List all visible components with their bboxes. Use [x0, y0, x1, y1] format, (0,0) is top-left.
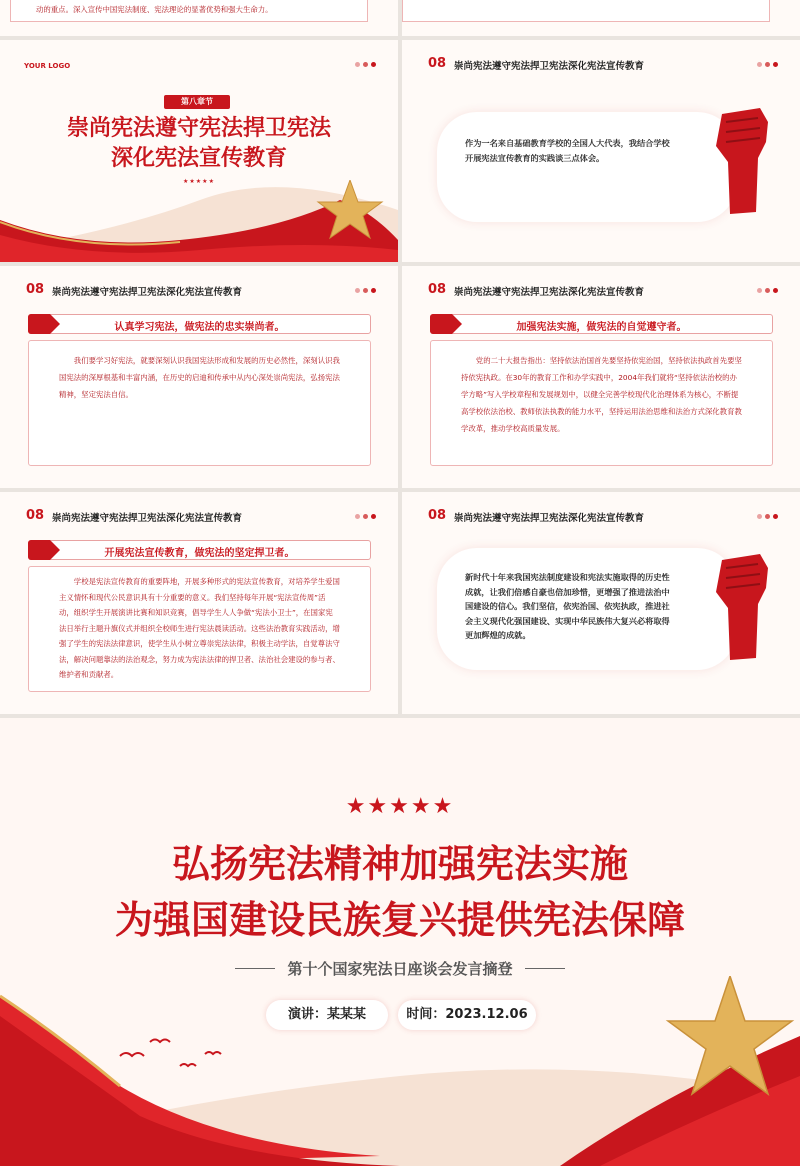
point-body-box	[28, 566, 371, 692]
slide-quote-2[interactable]	[402, 492, 800, 714]
fist-icon	[708, 102, 778, 222]
section-title: 崇尚宪法遵守宪法捍卫宪法深化宪法宣传教育	[52, 287, 243, 298]
slide-quote-1[interactable]	[402, 40, 800, 262]
subtitle: 第十个国家宪法日座谈会发言摘登	[287, 960, 513, 978]
section-title: 崇尚宪法遵守宪法捍卫宪法深化宪法宣传教育	[454, 287, 645, 298]
partial-text: 动的重点。深入宣传中国宪法制度、宪法理论的显著优势和强大生命力。	[36, 5, 273, 14]
fist-icon	[708, 548, 778, 668]
quote-box	[437, 548, 737, 670]
big-title-line2: 为强国建设民族复兴提供宪法保障	[114, 898, 685, 942]
big-title-line1: 弘扬宪法精神加强宪法实施	[171, 842, 628, 886]
slide-point-3[interactable]	[0, 492, 398, 714]
quote-text: 新时代十年来我国宪法制度建设和宪法实施取得的历史性成就，让我们倍感自豪也倍加珍惜，更增强了推进法治中国建设的信心。我们坚信，依宪治国、依宪执政，推进社会主义现代化强国建设、实现中华民族伟大复兴必将取得更加辉煌的成就。	[465, 572, 670, 640]
divider	[235, 968, 275, 970]
section-number: 08	[428, 56, 447, 71]
dots-icon	[757, 514, 778, 519]
divider	[525, 968, 565, 970]
point-heading-bar	[28, 314, 371, 334]
point-heading-bar	[430, 314, 773, 334]
cover-title	[0, 114, 398, 174]
point-heading: 加强宪法实施，做宪法的自觉遵守者。	[516, 322, 687, 333]
birds-icon	[120, 1040, 221, 1067]
point-heading-bar	[28, 540, 371, 560]
slide-cover-small[interactable]	[0, 40, 398, 262]
time-pill: 时间：2023.12.06	[398, 1000, 536, 1030]
dots-icon	[355, 288, 376, 293]
point-body-box	[28, 340, 371, 466]
big-title	[0, 836, 800, 948]
slide-point-1[interactable]	[0, 266, 398, 488]
chapter-badge: 第八章节	[164, 95, 230, 109]
quote-text: 作为一名来自基础教育学校的全国人大代表，我结合学校开展宪法宣传教育的实践谈三点体会。	[465, 138, 670, 163]
cover-title-line1: 崇尚宪法遵守宪法捍卫宪法	[66, 116, 331, 141]
speaker-pill: 演讲：某某某	[266, 1000, 388, 1030]
section-title: 崇尚宪法遵守宪法捍卫宪法深化宪法宣传教育	[52, 513, 243, 524]
red-ribbon-icon	[0, 180, 398, 262]
red-ribbon-icon	[0, 976, 800, 1166]
dots-icon	[757, 288, 778, 293]
dots-icon	[757, 62, 778, 67]
section-title: 崇尚宪法遵守宪法捍卫宪法深化宪法宣传教育	[454, 61, 645, 72]
slide-partial-top-left	[0, 0, 398, 36]
section-title: 崇尚宪法遵守宪法捍卫宪法深化宪法宣传教育	[454, 513, 645, 524]
point-body: 学校是宪法宣传教育的重要阵地，开展多种形式的宪法宣传教育，对培养学生爱国主义情怀和现代公民意识具有十分重要的意义。我们坚持每年开展“宪法宣传周”活动，组织学生开展演讲比赛和知识竞赛，倡导学生人人争做“宪法小卫士”，在国家宪法日举行主题升旗仪式并组织全校师生进行宪法晨读活动。这些法治教育实践活动，增强了学生的宪法法律意识，使学生从小树立尊崇宪法法律，积极主动学法，自觉尊法守法，解决问题靠法的法治观念，努力成为宪法法律的捍卫者、法治社会建设的参与者、维护者和贡献者。	[59, 577, 340, 679]
slide-partial-top-right	[402, 0, 800, 36]
dots-icon	[355, 62, 376, 67]
point-body: 党的二十大报告指出：坚持依法治国首先要坚持依宪治国，坚持依法执政首先要坚持依宪执政。在30年的教育工作和办学实践中，2004年我们就将“坚持依法治校的办学方略”写入学校章程和发展规划中，以健全完善学校现代化治理体系为核心，不断提高学校依法治校、教师依法执教的能力水平，坚持运用法治思维和法治方式深化教育教学改革，推动学校高质量发展。	[461, 356, 742, 433]
cover-stars: ★★★★★	[183, 178, 215, 185]
cover-title-line2: 深化宪法宣传教育	[110, 146, 287, 171]
quote-box	[437, 112, 737, 222]
slide-big-cover[interactable]	[0, 718, 800, 1166]
point-body: 我们要学习好宪法，就要深刻认识我国宪法形成和发展的历史必然性，深刻认识我国宪法的深厚根基和丰富内涵，在历史的启迪和传承中从内心深处崇尚宪法，弘扬宪法精神，坚定宪法自信。	[59, 356, 340, 399]
big-stars: ★★★★★	[345, 794, 455, 819]
section-number: 08	[26, 282, 45, 297]
point-heading: 认真学习宪法，做宪法的忠实崇尚者。	[114, 322, 285, 333]
section-number: 08	[26, 508, 45, 523]
section-number: 08	[428, 508, 447, 523]
logo: YOUR LOGO	[24, 62, 71, 70]
slide-point-2[interactable]	[402, 266, 800, 488]
point-body-box	[430, 340, 773, 466]
dots-icon	[355, 514, 376, 519]
point-heading: 开展宪法宣传教育，做宪法的坚定捍卫者。	[104, 548, 295, 559]
section-number: 08	[428, 282, 447, 297]
